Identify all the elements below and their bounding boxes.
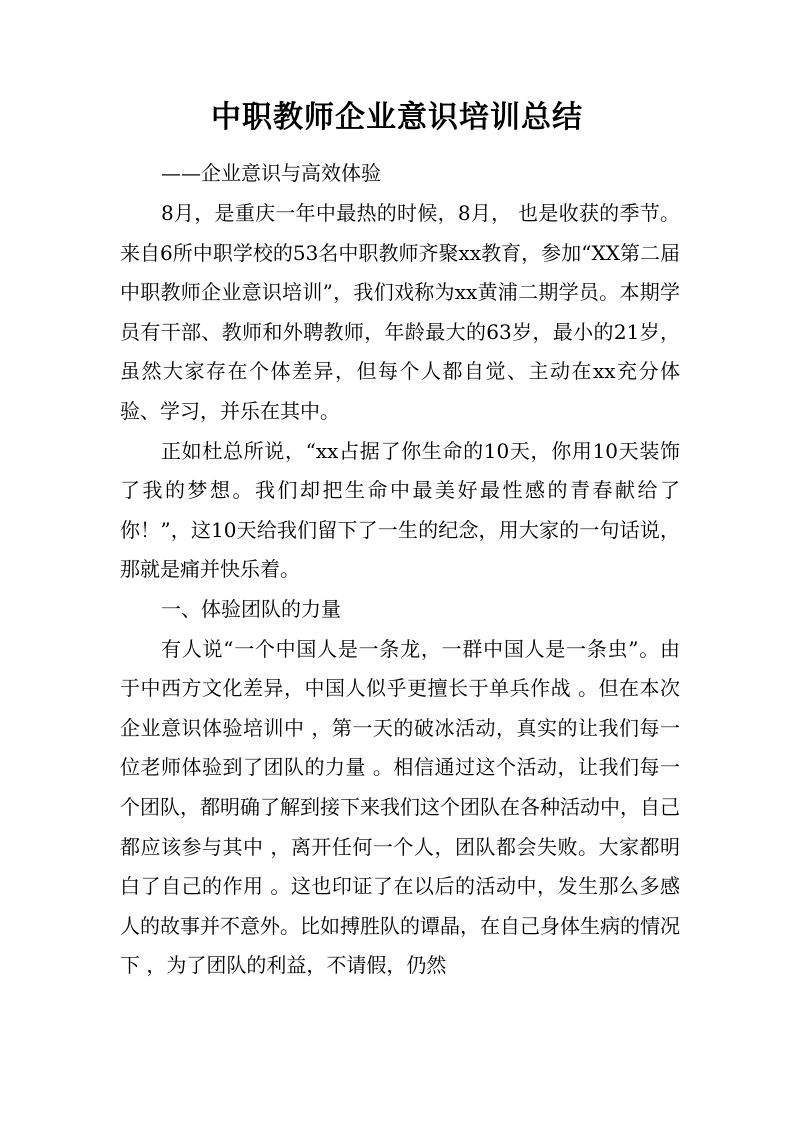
document-body bbox=[120, 194, 680, 986]
document-title: 中职教师企业意识培训总结 bbox=[211, 100, 583, 135]
paragraph-team: 有人说“一个中国人是一条龙，一群中国人是一条虫”。由于中西方文化差异，中国人似乎更擅长于单兵作战 。但在本次企业意识体验培训中 ，第一天的破冰活动，真实的让我们每一位老师体验到了团队的力量 。相信通过这个活动，让我们每一个团队，都明确了解到接下来我们这个团队在各种活动中，自己都应该参与其中 ，离开任何一个人，团队都会失败。大家都明白了自己的作用 。这也印证了在以后的活动中，发生那么多感人的故事并不意外。比如搏胜队的谭晶，在自己身体生病的情况下 ，为了团队的利益，不请假，仍然 bbox=[120, 636, 680, 978]
document-subtitle: ——企业意识与高效体验 bbox=[161, 161, 381, 185]
section-heading: 一、体验团队的力量 bbox=[161, 596, 341, 621]
paragraph-intro: 8月，是重庆一年中最热的时候，8月， 也是收获的季节。来自6所中职学校的53名中职教师齐聚xx教育，参加“XX第二届中职教师企业意识培训”，我们戏称为xx黄浦二期学员。本期学员有干部、教师和外聘教师，年龄最大的63岁，最小的21岁，虽然大家存在个体差异，但每个人都自觉、主动在xx充分体验、学习，并乐在其中。 bbox=[120, 201, 680, 423]
paragraph-quote: 正如杜总所说，“xx占据了你生命的10天，你用10天装饰了我的梦想。我们却把生命中最美好最性感的青春献给了你！”，这10天给我们留下了一生的纪念，用大家的一句话说，那就是痛并快乐着。 bbox=[120, 438, 680, 582]
